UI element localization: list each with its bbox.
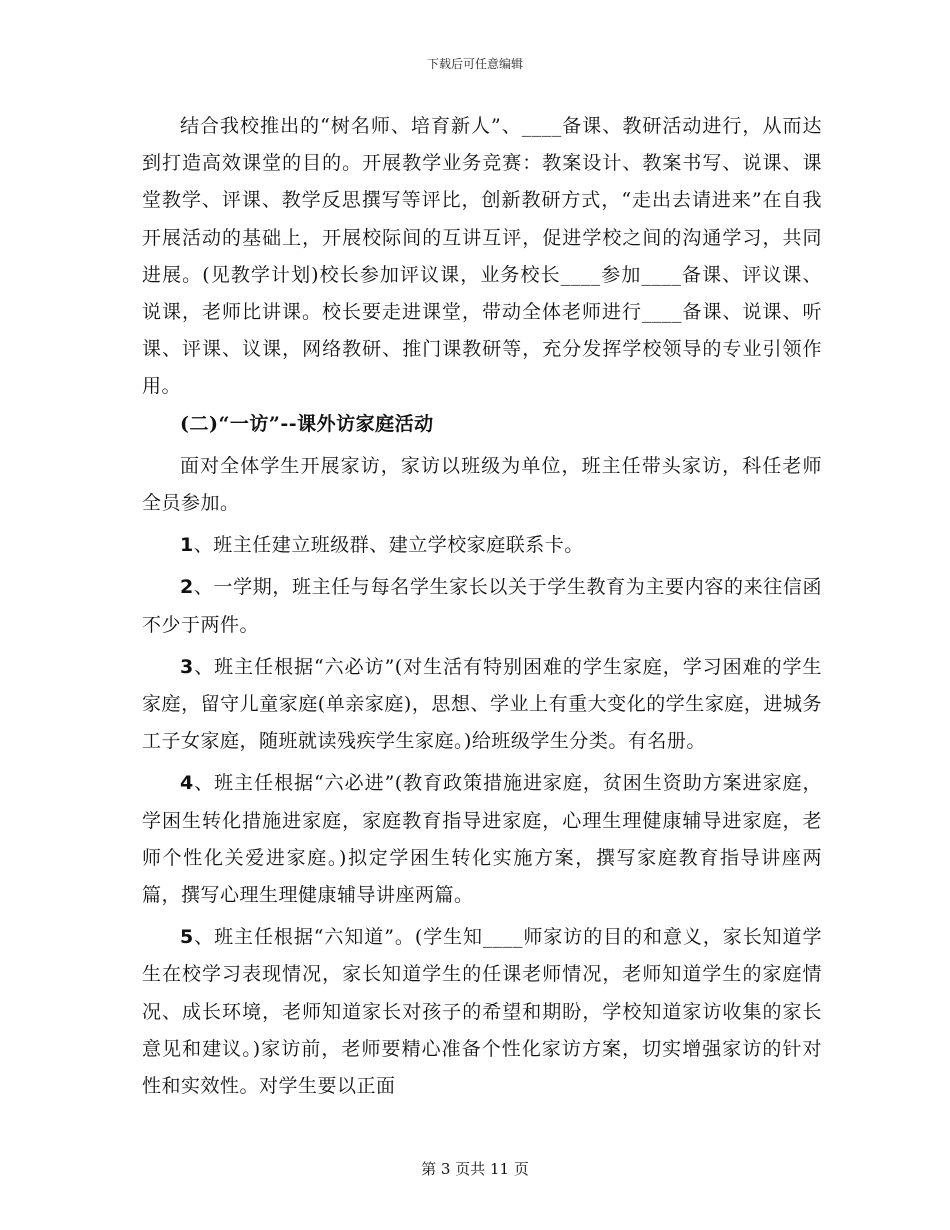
- list-item-number: 1: [180, 534, 194, 557]
- page-footer: 第 3 页共 11 页: [421, 1160, 529, 1178]
- list-item-number: 5: [180, 926, 194, 949]
- list-item-text: 、班主任建立班级群、建立学校家庭联系卡。: [193, 534, 584, 557]
- list-item-4: [142, 765, 822, 914]
- page-header: 下载后可任意编辑: [426, 57, 523, 71]
- list-item-number: 3: [180, 655, 194, 678]
- list-item-5: [142, 919, 822, 1105]
- list-item-2: [142, 569, 822, 643]
- list-item-1: [142, 527, 822, 564]
- list-item-text: 、班主任根据“六必进”(教育政策措施进家庭，贫困生资助方案进家庭，学困生转化措施进家庭，家庭教育指导进家庭，心理生理健康辅导进家庭，老师个性化关爱进家庭。)拟定学困生转化实施方案，撰写家庭教育指导讲座两篇，撰写心理生理健康辅导讲座两篇。: [142, 772, 822, 907]
- document-body: [142, 108, 822, 1105]
- list-item-text: 、一学期，班主任与每名学生家长以关于学生教育为主要内容的来往信函不少于两件。: [142, 576, 822, 636]
- paragraph-teaching-research: 结合我校推出的“树名师、培育新人”、____备课、教研活动进行，从而达到打造高效课堂的目的。开展教学业务竞赛：教案设计、教案书写、说课、课堂教学、评课、教学反思撰写等评比，创新教研方式，“走出去请进来”在自我开展活动的基础上，开展校际间的互讲互评，促进学校之间的沟通学习，共同进展。(见教学计划)校长参加评议课，业务校长____参加____备课、评议课、说课，老师比讲课。校长要走进课堂，带动全体老师进行____备课、说课、听课、评课、议课，网络教研、推门课教研等，充分发挥学校领导的专业引领作用。: [142, 115, 822, 398]
- list-item-3: [142, 649, 822, 761]
- paragraph-home-visit-intro: 面对全体学生开展家访，家访以班级为单位，班主任带头家访，科任老师全员参加。: [142, 454, 822, 515]
- list-item-text: 、班主任根据“六必访”(对生活有特别困难的学生家庭，学习困难的学生家庭，留守儿童家庭(单亲家庭)，思想、学业上有重大变化的学生家庭，进城务工子女家庭，随班就读残疾学生家庭。)给班级学生分类。有名册。: [142, 655, 822, 753]
- section-heading-home-visit: (二)“一访”--课外访家庭活动: [180, 412, 434, 435]
- list-item-number: 4: [180, 772, 194, 795]
- list-item-text: 、班主任根据“六知道”。(学生知____师家访的目的和意义，家长知道学生在校学习表现情况，家长知道学生的任课老师情况，老师知道学生的家庭情况、成长环境，老师知道家长对孩子的希望和期盼，学校知道家访收集的家长意见和建议。)家访前，老师要精心准备个性化家访方案，切实增强家访的针对性和实效性。对学生要以正面: [142, 926, 822, 1098]
- list-item-number: 2: [180, 576, 194, 599]
